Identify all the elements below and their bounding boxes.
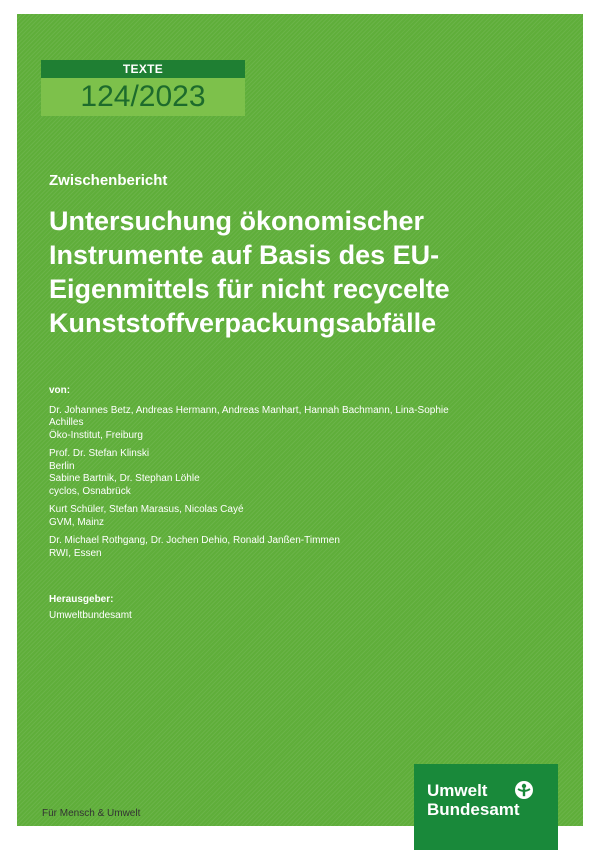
author-group-klinski-cyclos — [49, 448, 449, 498]
author-affiliation: Berlin — [49, 460, 75, 472]
author-affiliation: Öko-Institut, Freiburg — [49, 429, 143, 441]
logo-line-2: Bundesamt — [427, 800, 520, 819]
footer-tagline: Für Mensch & Umwelt — [42, 808, 141, 819]
publisher-block — [49, 594, 132, 622]
author-affiliation: RWI, Essen — [49, 547, 102, 559]
author-line: Kurt Schüler, Stefan Marasus, Nicolas Cayé — [49, 504, 244, 515]
logo-line-1: Umwelt — [427, 781, 488, 800]
author-line: Achilles — [49, 417, 84, 428]
author-line: Dr. Johannes Betz, Andreas Hermann, Andreas Manhart, Hannah Bachmann, Lina-Sophie — [49, 404, 449, 416]
uba-logo — [414, 764, 558, 850]
document-type: Zwischenbericht — [49, 172, 168, 189]
author-group-oeko — [49, 405, 449, 443]
publisher-name: Umweltbundesamt — [49, 609, 132, 621]
series-label: TEXTE — [41, 60, 245, 78]
author-line: Dr. Michael Rothgang, Dr. Jochen Dehio, Ronald Janßen-Timmen — [49, 535, 340, 546]
author-list — [49, 385, 449, 566]
report-title — [49, 204, 569, 340]
title-line: Kunststoffverpackungsabfälle — [49, 308, 437, 338]
publisher-heading: Herausgeber: — [49, 594, 114, 605]
title-line: Instrumente auf Basis des EU- — [49, 240, 440, 270]
authors-heading: von: — [49, 385, 71, 396]
series-number: 124/2023 — [41, 78, 245, 116]
title-line: Untersuchung ökonomischer — [49, 206, 425, 236]
author-line: Prof. Dr. Stefan Klinski — [49, 448, 150, 459]
uba-emblem-icon — [514, 780, 534, 800]
author-affiliation: GVM, Mainz — [49, 516, 105, 528]
author-group-gvm — [49, 504, 449, 529]
title-line: Eigenmittels für nicht recycelte — [49, 274, 450, 304]
author-affiliation: cyclos, Osnabrück — [49, 485, 131, 497]
author-group-rwi — [49, 535, 449, 560]
series-badge — [41, 60, 245, 116]
author-line: Sabine Bartnik, Dr. Stephan Löhle — [49, 473, 200, 484]
